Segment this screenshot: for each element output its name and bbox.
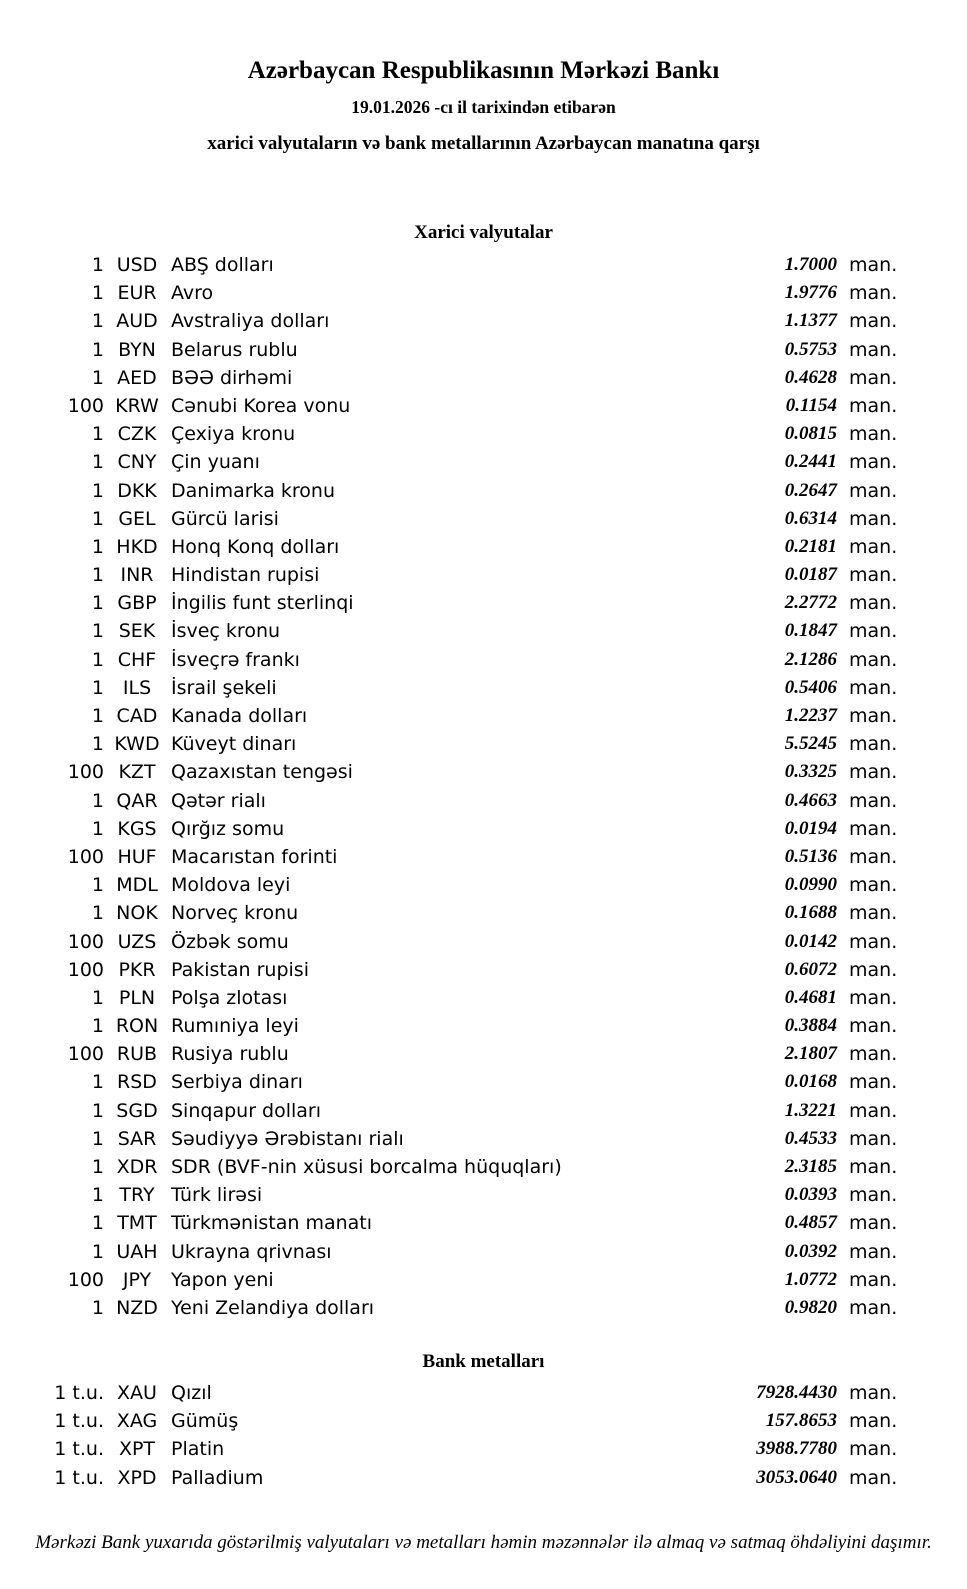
row-currency-name: Honq Konq dolları [171,535,340,558]
row-currency-code: XPT [118,1438,156,1461]
row-currency-code: KGS [117,817,157,840]
row-quantity: 100 [67,958,104,981]
row-currency-code: CZK [117,423,157,446]
row-currency-code: XDR [116,1156,158,1178]
table-row [0,1153,967,1181]
row-unit-label: man. [849,930,898,953]
row-unit-label: man. [849,620,898,643]
row-rate-value: 0.5136 [784,845,837,867]
row-currency-name: Pakistan rupisi [171,958,309,981]
row-currency-name: Belarus rublu [171,338,298,361]
row-currency-code: JPY [122,1268,152,1291]
row-rate-value: 0.6314 [784,507,837,529]
row-unit-label: man. [849,1071,898,1094]
row-unit-label: man. [849,789,898,812]
currencies-table [0,251,967,1322]
row-quantity: 1 [91,1071,104,1094]
table-row [0,533,967,561]
row-quantity: 1 [91,1296,104,1319]
row-currency-code: UAH [116,1240,158,1263]
table-row [0,1435,967,1463]
row-quantity: 100 [67,761,104,784]
row-currency-name: Gürcü larisi [171,507,279,530]
row-currency-name: Yeni Zelandiya dolları [171,1296,375,1319]
row-unit-label: man. [849,902,898,925]
row-currency-code: USD [116,254,158,276]
table-row [0,1097,967,1125]
row-currency-name: Qızıl [171,1382,212,1404]
row-unit-label: man. [849,507,898,530]
table-row [0,251,967,279]
row-quantity: 1 [91,254,104,276]
row-currency-code: BYN [118,338,156,361]
disclaimer-footnote: Mərkəzi Bank yuxarıda göstərilmiş valyutaları və metalları həmin məzənnələr ilə almaq və satmaq öhdəliyini daşımır. [35,1532,932,1553]
row-quantity: 1 [91,986,104,1009]
row-rate-value: 0.2647 [784,479,837,501]
row-rate-value: 2.1286 [784,648,837,670]
row-quantity: 1 [91,423,104,446]
row-currency-code: MDL [116,874,158,897]
row-unit-label: man. [849,733,898,756]
metals-table [0,1379,967,1492]
row-unit-label: man. [849,958,898,981]
row-currency-code: SGD [116,1099,158,1122]
row-unit-label: man. [849,1127,898,1150]
table-row [0,646,967,674]
row-unit-label: man. [849,1382,898,1404]
row-quantity: 1 [91,535,104,558]
row-quantity: 1 [91,479,104,502]
row-currency-code: KWD [114,733,160,756]
row-currency-code: AUD [116,310,158,333]
table-row [0,1125,967,1153]
row-rate-value: 0.1688 [784,902,837,924]
row-currency-code: NZD [116,1296,158,1319]
row-rate-value: 3053.0640 [756,1466,837,1488]
table-row [0,984,967,1012]
row-quantity: 1 [91,1015,104,1038]
table-row [0,787,967,815]
row-unit-label: man. [849,676,898,699]
table-row [0,1266,967,1294]
row-currency-name: SDR (BVF-nin xüsusi borcalma hüquqları) [171,1156,562,1178]
row-currency-name: Qırğız somu [171,817,285,840]
row-unit-label: man. [849,1466,898,1489]
currencies-section-title: Xarici valyutalar [414,222,553,243]
row-currency-name: İsveçrə frankı [171,648,300,671]
row-currency-code: HUF [117,845,157,868]
row-currency-code: RSD [117,1071,157,1094]
row-currency-name: Çexiya kronu [171,423,296,446]
row-unit-label: man. [849,1268,898,1291]
row-quantity: 1 [91,1184,104,1207]
row-currency-code: AED [117,366,157,389]
table-row [0,702,967,730]
row-quantity: 1 t.u. [54,1410,104,1433]
row-currency-code: XAU [117,1382,157,1404]
effective-date-line: 19.01.2026 -cı il tarixindən etibarən [351,97,616,117]
row-rate-value: 1.9776 [784,282,837,304]
table-row [0,1040,967,1068]
row-currency-code: DKK [117,479,157,502]
table-row [0,1407,967,1435]
row-unit-label: man. [849,1410,898,1433]
row-currency-name: BƏƏ dirhəmi [171,366,293,389]
row-currency-name: Sinqapur dolları [171,1099,322,1122]
row-quantity: 1 [91,817,104,840]
row-currency-name: İngilis funt sterlinqi [171,592,354,615]
row-currency-name: Səudiyyə Ərəbistanı rialı [171,1127,404,1150]
row-quantity: 1 [91,648,104,671]
row-currency-code: KRW [115,394,159,417]
row-rate-value: 0.0187 [784,564,837,586]
row-currency-name: Avstraliya dolları [171,310,330,333]
row-currency-name: Norveç kronu [171,902,299,925]
row-currency-code: ILS [122,676,152,699]
row-currency-name: Polşa zlotası [171,986,288,1009]
row-currency-code: GBP [117,592,157,615]
row-quantity: 1 [91,282,104,305]
row-unit-label: man. [849,705,898,727]
row-quantity: 1 [91,1099,104,1122]
row-rate-value: 0.4857 [784,1212,837,1234]
row-currency-code: TRY [119,1184,155,1207]
row-quantity: 1 [91,1240,104,1263]
table-row [0,617,967,645]
row-quantity: 1 [91,451,104,474]
row-currency-name: Çin yuanı [171,451,260,474]
row-rate-value: 7928.4430 [756,1382,837,1403]
row-rate-value: 1.2237 [784,705,837,726]
row-quantity: 1 [91,366,104,389]
table-row [0,956,967,984]
table-row [0,1238,967,1266]
row-rate-value: 0.4663 [784,789,837,811]
row-unit-label: man. [849,310,898,333]
row-rate-value: 0.4681 [784,986,837,1008]
row-unit-label: man. [849,479,898,502]
row-rate-value: 1.1377 [784,310,837,332]
table-row [0,477,967,505]
table-row [0,1209,967,1237]
row-currency-name: Serbiya dinarı [171,1071,303,1094]
row-currency-name: Platin [171,1438,225,1461]
row-unit-label: man. [849,338,898,361]
row-currency-code: TMT [117,1212,157,1235]
row-currency-code: UZS [117,930,157,953]
row-currency-name: Ukrayna qrivnası [171,1240,332,1263]
row-currency-name: Hindistan rupisi [171,564,320,587]
row-quantity: 100 [67,845,104,868]
row-rate-value: 157.8653 [765,1410,837,1432]
table-row [0,1068,967,1096]
row-quantity: 1 [91,789,104,812]
table-row [0,561,967,589]
row-currency-code: KZT [118,761,156,784]
row-rate-value: 0.1154 [785,394,837,416]
row-rate-value: 2.1807 [784,1043,837,1065]
page-subtitle: xarici valyutaların və bank metallarının Azərbaycan manatına qarşı [207,133,760,154]
row-currency-code: SEK [118,620,156,643]
row-rate-value: 0.3884 [784,1015,837,1037]
row-currency-name: Küveyt dinarı [171,733,297,756]
row-currency-code: RON [115,1015,159,1038]
row-currency-name: Palladium [171,1466,264,1489]
row-quantity: 100 [67,394,104,417]
table-row [0,307,967,335]
row-quantity: 1 [91,338,104,361]
row-unit-label: man. [849,761,898,784]
row-currency-name: İsveç kronu [171,620,281,643]
row-unit-label: man. [849,845,898,868]
row-rate-value: 1.0772 [784,1268,837,1290]
row-unit-label: man. [849,1043,898,1066]
row-currency-name: Qazaxıstan tengəsi [171,761,353,784]
row-currency-name: Yapon yeni [171,1268,274,1291]
row-rate-value: 1.3221 [784,1099,837,1121]
row-rate-value: 0.0168 [784,1071,837,1093]
row-currency-code: XAG [116,1410,158,1433]
row-rate-value: 5.5245 [784,733,837,755]
row-currency-code: CNY [117,451,157,474]
table-row [0,420,967,448]
row-rate-value: 0.4628 [784,366,837,388]
row-currency-code: XPD [117,1466,157,1489]
row-unit-label: man. [849,564,898,587]
row-rate-value: 0.5753 [784,338,837,360]
row-unit-label: man. [849,817,898,840]
row-quantity: 1 [91,1127,104,1150]
row-rate-value: 0.1847 [784,620,837,642]
row-currency-code: CAD [116,705,158,727]
table-row [0,1012,967,1040]
row-rate-value: 0.2441 [784,451,837,473]
table-row [0,1379,967,1407]
row-unit-label: man. [849,874,898,897]
row-rate-value: 2.2772 [784,592,837,614]
table-row [0,843,967,871]
row-rate-value: 0.3325 [784,761,837,783]
row-currency-code: SAR [117,1127,157,1150]
row-quantity: 1 t.u. [54,1466,104,1489]
row-currency-name: Macarıstan forinti [171,845,338,868]
row-currency-name: Danimarka kronu [171,479,336,502]
row-rate-value: 0.0990 [784,874,837,896]
row-quantity: 100 [67,930,104,953]
row-quantity: 1 [91,1156,104,1178]
row-unit-label: man. [849,254,898,276]
row-currency-code: CHF [117,648,157,671]
row-currency-code: GEL [118,507,156,530]
row-currency-name: Özbək somu [171,930,289,953]
row-quantity: 1 [91,676,104,699]
row-currency-code: PLN [118,986,156,1009]
row-currency-name: Türkmənistan manatı [171,1212,373,1235]
table-row [0,758,967,786]
row-quantity: 1 [91,1212,104,1235]
row-currency-name: Qətər rialı [171,789,266,812]
row-unit-label: man. [849,1296,898,1319]
row-quantity: 1 [91,310,104,333]
row-currency-name: Rusiya rublu [171,1043,289,1066]
table-row [0,505,967,533]
table-row [0,730,967,758]
row-quantity: 1 t.u. [54,1438,104,1461]
row-rate-value: 0.5406 [784,676,837,698]
row-currency-code: PKR [118,958,156,981]
row-unit-label: man. [849,1099,898,1122]
table-row [0,392,967,420]
row-currency-name: Kanada dolları [171,705,308,727]
row-quantity: 1 [91,874,104,897]
row-currency-name: Türk lirəsi [171,1184,263,1207]
table-row [0,1181,967,1209]
row-unit-label: man. [849,592,898,615]
metals-section-title: Bank metalları [422,1351,545,1372]
row-unit-label: man. [849,1438,898,1461]
row-rate-value: 0.4533 [784,1127,837,1149]
row-currency-code: HKD [116,535,158,558]
row-currency-code: INR [120,564,154,587]
row-rate-value: 2.3185 [784,1156,837,1177]
row-unit-label: man. [849,451,898,474]
row-currency-code: QAR [116,789,158,812]
row-quantity: 1 t.u. [54,1382,104,1404]
table-row [0,1464,967,1492]
row-quantity: 1 [91,564,104,587]
table-row [0,589,967,617]
row-rate-value: 0.0194 [784,817,837,839]
table-row [0,674,967,702]
table-row [0,871,967,899]
table-row [0,336,967,364]
row-currency-code: RUB [116,1043,158,1066]
row-currency-name: Moldova leyi [171,874,291,897]
row-currency-code: EUR [117,282,157,305]
table-row [0,1294,967,1322]
row-quantity: 100 [67,1268,104,1291]
row-unit-label: man. [849,1212,898,1235]
row-quantity: 1 [91,592,104,615]
row-currency-name: Cənubi Korea vonu [171,394,351,417]
row-currency-name: İsrail şekeli [171,676,277,699]
page-title: Azərbaycan Respublikasının Mərkəzi Bankı [247,57,720,84]
row-rate-value: 0.0392 [784,1240,837,1262]
row-rate-value: 0.0142 [784,930,837,952]
row-unit-label: man. [849,1184,898,1207]
row-quantity: 1 [91,733,104,756]
table-row [0,815,967,843]
row-rate-value: 1.7000 [784,254,837,275]
row-unit-label: man. [849,1015,898,1038]
row-rate-value: 0.0393 [784,1184,837,1206]
row-unit-label: man. [849,282,898,305]
row-quantity: 100 [67,1043,104,1066]
row-currency-name: ABŞ dolları [171,254,274,276]
row-unit-label: man. [849,394,898,417]
row-currency-name: Avro [171,282,214,305]
row-rate-value: 3988.7780 [756,1438,837,1460]
row-quantity: 1 [91,705,104,727]
row-unit-label: man. [849,1156,898,1178]
row-currency-name: Rumıniya leyi [171,1015,299,1038]
row-rate-value: 0.9820 [784,1296,837,1318]
table-row [0,928,967,956]
table-row [0,899,967,927]
row-unit-label: man. [849,366,898,389]
row-unit-label: man. [849,423,898,446]
row-unit-label: man. [849,535,898,558]
table-row [0,364,967,392]
row-quantity: 1 [91,507,104,530]
row-currency-name: Gümüş [171,1410,239,1433]
row-rate-value: 0.2181 [784,535,837,557]
row-quantity: 1 [91,620,104,643]
row-unit-label: man. [849,986,898,1009]
row-rate-value: 0.6072 [784,958,837,980]
row-unit-label: man. [849,648,898,671]
row-rate-value: 0.0815 [784,423,837,445]
table-row [0,279,967,307]
row-currency-code: NOK [116,902,158,925]
row-quantity: 1 [91,902,104,925]
row-unit-label: man. [849,1240,898,1263]
table-row [0,448,967,476]
